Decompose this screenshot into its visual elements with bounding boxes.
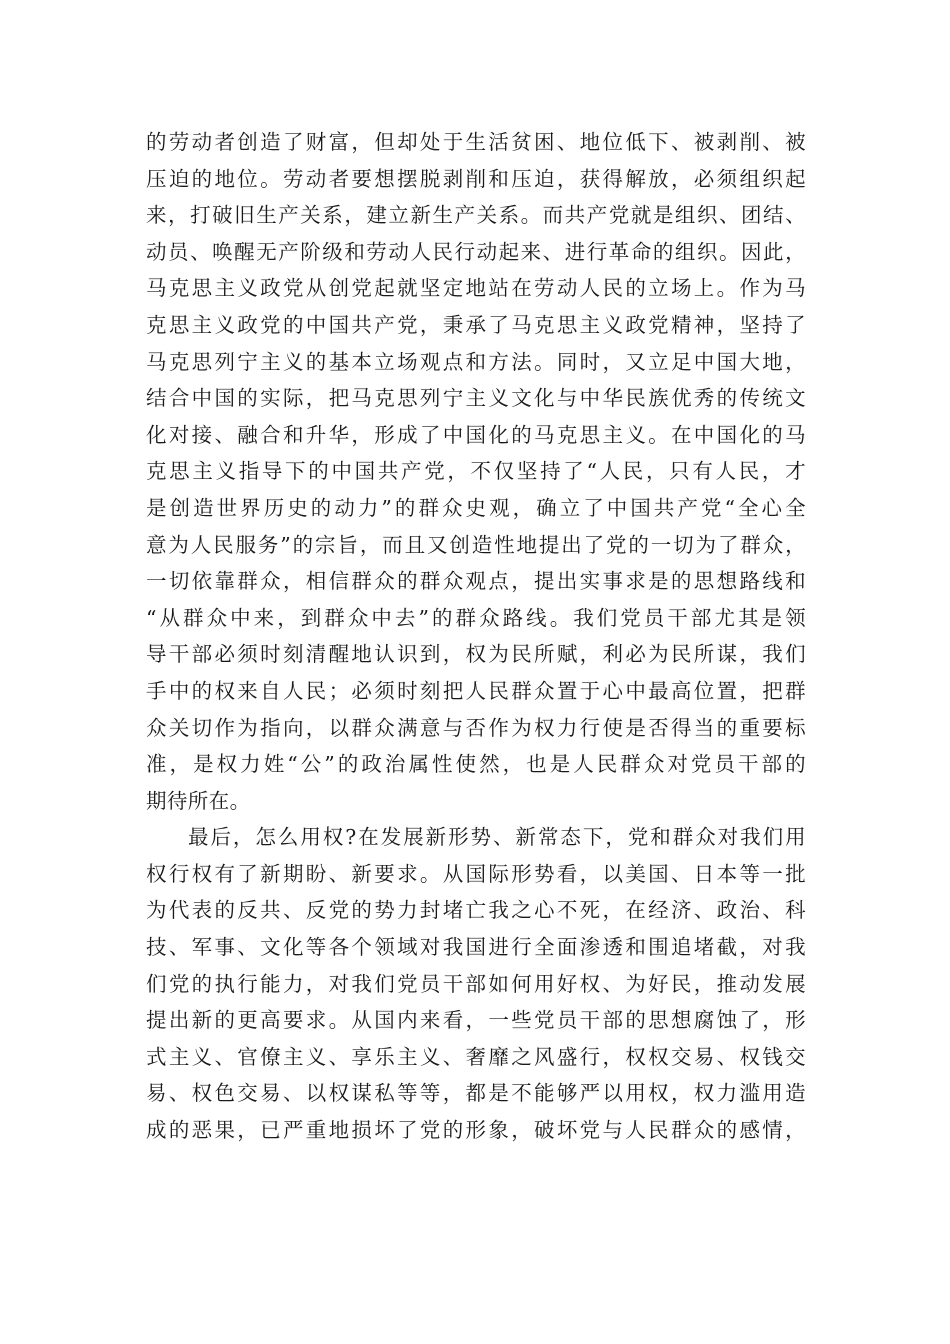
text-line: “从群众中来，到群众中去”的群众路线。我们党员干部尤其是领 bbox=[146, 605, 806, 630]
paragraph-2 bbox=[146, 819, 806, 1148]
text-line: 来，打破旧生产关系，建立新生产关系。而共产党就是组织、团结、 bbox=[146, 203, 806, 228]
text-line: 手中的权来自人民；必须时刻把人民群众置于心中最高位置，把群 bbox=[146, 678, 806, 703]
text-line: 成的恶果，已严重地损坏了党的形象，破坏党与人民群众的感情， bbox=[146, 1118, 806, 1143]
text-line: 压迫的地位。劳动者要想摆脱剥削和压迫，获得解放，必须组织起 bbox=[146, 166, 806, 191]
text-line: 结合中国的实际，把马克思列宁主义文化与中华民族优秀的传统文 bbox=[146, 386, 806, 411]
text-line: 一切依靠群众，相信群众的群众观点，提出实事求是的思想路线和 bbox=[146, 569, 806, 594]
text-line: 克思主义指导下的中国共产党，不仅坚持了“人民，只有人民，才 bbox=[146, 459, 806, 484]
text-line: 提出新的更高要求。从国内来看，一些党员干部的思想腐蚀了，形 bbox=[146, 1008, 806, 1033]
text-line: 期待所在。 bbox=[146, 788, 251, 813]
text-line: 马克思列宁主义的基本立场观点和方法。同时，又立足中国大地， bbox=[146, 349, 806, 374]
body-text bbox=[146, 124, 806, 1149]
text-line: 为代表的反共、反党的势力封堵亡我之心不死，在经济、政治、科 bbox=[146, 898, 806, 923]
text-line: 是创造世界历史的动力”的群众史观，确立了中国共产党“全心全 bbox=[146, 495, 806, 520]
text-line: 权行权有了新期盼、新要求。从国际形势看，以美国、日本等一批 bbox=[146, 861, 806, 886]
paragraph-1 bbox=[146, 124, 806, 819]
text-line: 马克思主义政党从创党起就坚定地站在劳动人民的立场上。作为马 bbox=[146, 276, 806, 301]
text-line: 化对接、融合和升华，形成了中国化的马克思主义。在中国化的马 bbox=[146, 422, 806, 447]
text-line: 准，是权力姓“公”的政治属性使然，也是人民群众对党员干部的 bbox=[146, 752, 806, 777]
text-line: 易、权色交易、以权谋私等等，都是不能够严以用权，权力滥用造 bbox=[146, 1081, 806, 1106]
text-line: 最后，怎么用权?在发展新形势、新常态下，党和群众对我们用 bbox=[188, 825, 806, 850]
text-line: 们党的执行能力，对我们党员干部如何用好权、为好民，推动发展 bbox=[146, 971, 806, 996]
text-line: 动员、唤醒无产阶级和劳动人民行动起来、进行革命的组织。因此， bbox=[146, 239, 806, 264]
text-line: 技、军事、文化等各个领域对我国进行全面渗透和围追堵截，对我 bbox=[146, 935, 806, 960]
text-line: 的劳动者创造了财富，但却处于生活贫困、地位低下、被剥削、被 bbox=[146, 130, 806, 154]
text-line: 导干部必须时刻清醒地认识到，权为民所赋，利必为民所谋，我们 bbox=[146, 642, 806, 667]
text-line: 式主义、官僚主义、享乐主义、奢靡之风盛行，权权交易、权钱交 bbox=[146, 1044, 806, 1069]
text-line: 意为人民服务”的宗旨，而且又创造性地提出了党的一切为了群众， bbox=[146, 532, 806, 557]
text-line: 众关切作为指向，以群众满意与否作为权力行使是否得当的重要标 bbox=[146, 715, 806, 740]
text-line: 克思主义政党的中国共产党，秉承了马克思主义政党精神，坚持了 bbox=[146, 312, 806, 337]
